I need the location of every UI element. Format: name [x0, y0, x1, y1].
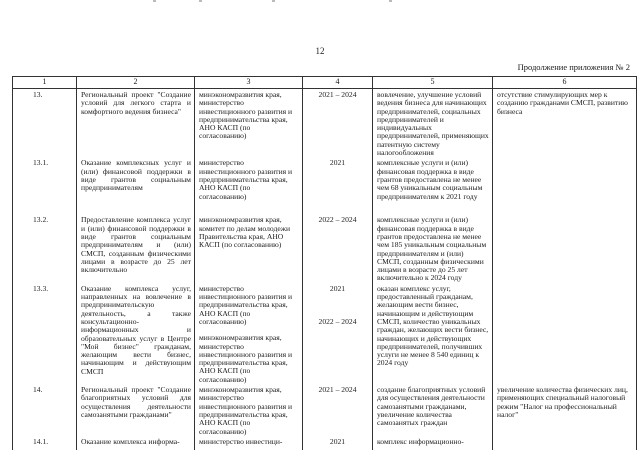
- measure-name: Предоставление комплекса услуг и (или) финансовой поддержки в виде грантов социальным предпринимателям и (или) СМСП, созданным физическими лицами в возрасте до 25 лет включительно: [77, 214, 195, 282]
- expected-result: вовлечение, улучшение условий ведения бизнеса для начинающих предпринимателей, социальных предпринимателей и индивидуальных предпринимателей, применяющих патентную систему налогообложения: [373, 89, 493, 158]
- period: 2022 – 2024: [303, 214, 373, 282]
- row-number: 13.1.: [13, 157, 77, 214]
- expected-result: комплексные услуги и (или) финансовая поддержка в виде грантов предоставлена не менее чем 68 уникальным социальным предпринимателям к 2021 году: [373, 157, 493, 214]
- measure-name: Оказание комплексных услуг и (или) финансовой поддержки в виде грантов социальным предпринимателям: [77, 157, 195, 214]
- column-header: 4: [303, 77, 373, 89]
- expected-result: комплексные услуги и (или) финансовая поддержка в виде грантов предоставлена не менее чем 185 уникальным социальным предпринимателям и (или) СМСП, созданным физическими лицами в возрасте до 25 лет включительно к 2024 году: [373, 214, 493, 282]
- program-table: [12, 76, 637, 450]
- column-header: 5: [373, 77, 493, 89]
- period: 2021: [329, 283, 346, 293]
- period-group: [303, 283, 373, 384]
- table-row: [13, 384, 637, 436]
- executor: минэкономразвития края, министерство инвестиционного развития и предпринимательства края, АНО КАСП (по согласованию): [195, 89, 303, 158]
- column-header: 1: [13, 77, 77, 89]
- indicator: [493, 214, 637, 282]
- row-number: 14.1.: [13, 436, 77, 450]
- executor: министерство инвестиционного развития и предпринимательства края, АНО КАСП (по согласованию): [195, 157, 303, 214]
- indicator: отсутствие стимулирующих мер к созданию гражданами СМСП, развитию бизнеса: [493, 89, 637, 158]
- executor: минэкономразвития края, министерство инвестиционного развития и предпринимательства края, АНО КАСП (по согласованию): [199, 333, 293, 384]
- table-row: [13, 157, 637, 214]
- row-number: 14.: [13, 384, 77, 436]
- row-number: 13.3.: [13, 283, 77, 384]
- table-row: [13, 283, 637, 384]
- executor: министерство инвестиционного развития и предпринимательства края, АНО КАСП (по согласованию): [199, 283, 293, 326]
- measure-name: Оказание комплекса информа-: [77, 436, 195, 450]
- page-number: 12: [315, 46, 325, 56]
- executor: министерство инвестици-: [195, 436, 303, 450]
- indicator: [493, 283, 637, 384]
- column-number-row: [13, 77, 637, 89]
- row-number: 13.2.: [13, 214, 77, 282]
- table-row: [13, 89, 637, 158]
- period: 2021: [303, 157, 373, 214]
- expected-result: создание благоприятных условий для осуществления деятельности самозанятыми гражданами, увеличение количества самозанятых граждан: [373, 384, 493, 436]
- indicator: увеличение количества физических лиц, применяющих специальный налоговый режим "Налог на профессиональный налог": [493, 384, 637, 436]
- table-row: [13, 214, 637, 282]
- period: 2022 – 2024: [318, 317, 357, 327]
- expected-result: комплекс информационно-: [373, 436, 493, 450]
- measure-name: Региональный проект "Создание благоприятных условий для осуществления деятельности самозанятыми гражданами": [77, 384, 195, 436]
- row-number: 13.: [13, 89, 77, 158]
- column-header: 6: [493, 77, 637, 89]
- executor: минэкономразвития края, министерство инвестиционного развития и предпринимательства края, АНО КАСП (по согласованию): [195, 384, 303, 436]
- period: 2021 – 2024: [303, 384, 373, 436]
- table-row: [13, 436, 637, 450]
- indicator: [493, 157, 637, 214]
- expected-result: оказан комплекс услуг, предоставленный гражданам, желающим вести бизнес, начинающим и действующим СМСП, количество уникальных граждан, желающих вести бизнес, начинающих и действующих предпринимателей, получивших услуги не менее 8 540 единиц к 2024 году: [373, 283, 493, 384]
- period: 2021: [303, 436, 373, 450]
- executor: минэкономразвития края, комитет по делам молодежи Правительства края, АНО КАСП (по согласованию): [195, 214, 303, 282]
- indicator: [493, 436, 637, 450]
- measure-name: Оказание комплекса услуг, направленных на вовлечение в предпринимательскую деятельность, а также консультационно-информационных и образовательных услуг в Центре "Мой бизнес" гражданам, желающим вести бизнес, начинающим и действующим СМСП: [77, 283, 195, 384]
- continuation-label: Продолжение приложения № 2: [517, 62, 630, 72]
- measure-name: Региональный проект "Создание условий для легкого старта и комфортного ведения бизнеса": [77, 89, 195, 158]
- column-header: 2: [77, 77, 195, 89]
- executor-group: [195, 283, 303, 384]
- period: 2021 – 2024: [303, 89, 373, 158]
- column-header: 3: [195, 77, 303, 89]
